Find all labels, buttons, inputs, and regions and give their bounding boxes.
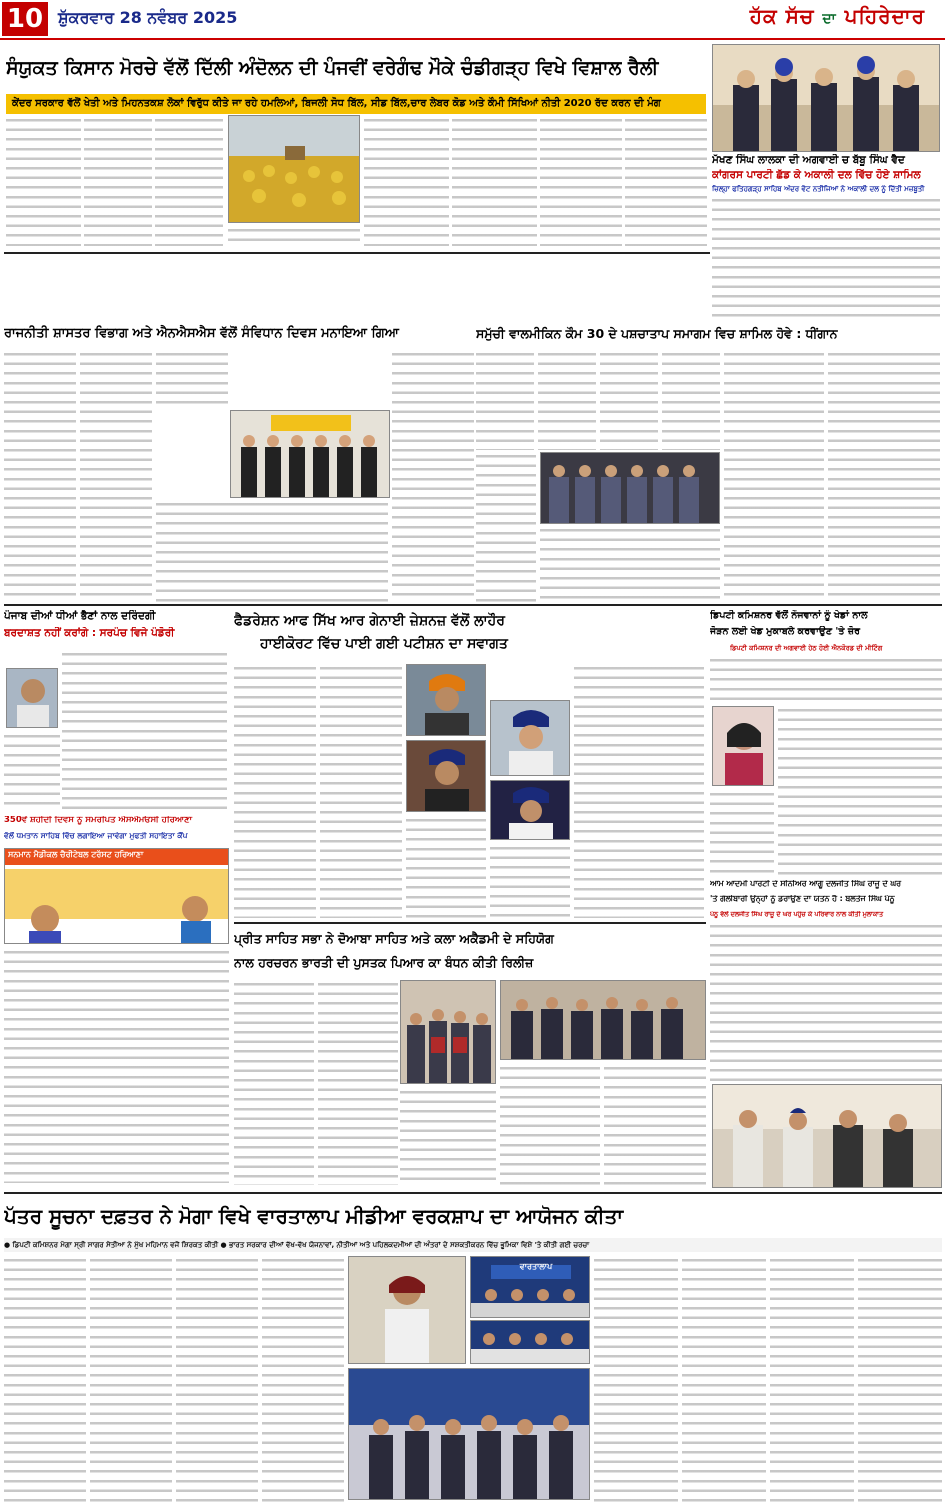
valmiki-text-col7: [724, 350, 824, 602]
patar-text-col2: [90, 1256, 172, 1502]
samvidhan-group-photo: [230, 410, 390, 498]
aap-kicker: ਪੰਨੂ ਵੱਲੋਂ ਦਲਜੀਤ ਸਿੰਘ ਰਾਜੂ ਦੇ ਘਰ ਪਹੁੰਚ ਕੇ ਪਰਿਵਾਰ ਨਾਲ ਕੀਤੀ ਮੁਲਾਕਾਤ: [710, 911, 883, 918]
patar-text-col7: [770, 1256, 854, 1502]
punjab-text-col2: [4, 732, 60, 810]
preet-headline-line1: ਪ੍ਰੀਤ ਸਾਹਿਤ ਸਭਾ ਨੇ ਦੋਆਬਾ ਸਾਹਿਤ ਅਤੇ ਕਲਾ ਅਕੈਡਮੀ ਦੇ ਸਹਿਯੋਗ: [234, 931, 554, 946]
page-number: 10: [2, 2, 48, 36]
book-release-photo: [400, 980, 496, 1084]
samvidhan-headline: ਰਾਜਨੀਤੀ ਸ਼ਾਸਤਰ ਵਿਭਾਗ ਅਤੇ ਐਨਐਸਐਸ ਵੱਲੋਂ ਸੰਵਿਧਾਨ ਦਿਵਸ ਮਨਾਇਆ ਗਿਆ: [4, 326, 399, 341]
main-article-text-col3: [155, 116, 223, 246]
patar-text-col6: [682, 1256, 766, 1502]
rally-crowd-image: [229, 116, 360, 223]
valmiki-headline: ਸਮੁੱਚੀ ਵਾਲਮੀਕਿਨ ਕੌਮ 30 ਦੇ ਪਸ਼ਚਾਤਾਪ ਸਮਾਗਮ ਵਿਚ ਸ਼ਾਮਿਲ ਹੋਵੇ : ਧੀਂਗਾਨ: [476, 326, 838, 341]
sarpanch-photo: [6, 668, 58, 728]
federation-text-col4: [574, 664, 704, 918]
aap-meeting-photo: [712, 1084, 942, 1188]
brand-part3: ਪਹਿਰੇਦਾਰ: [844, 4, 925, 28]
patar-text-col8: [858, 1256, 942, 1502]
workshop-speaker-photo: [348, 1256, 466, 1364]
main-article-text-col2: [84, 116, 152, 246]
main-article-text-col7: [540, 116, 622, 246]
patar-headline: ਪੱਤਰ ਸੂਚਨਾ ਦਫ਼ਤਰ ਨੇ ਮੋਗਾ ਵਿਖੇ ਵਾਰਤਾਲਾਪ ਮੀਡੀਆ ਵਰਕਸ਼ਾਪ ਦਾ ਆਯੋਜਨ ਕੀਤਾ: [4, 1204, 624, 1228]
preet-text-col4: [500, 1064, 600, 1185]
brand-part2: ਦਾ: [822, 11, 837, 27]
350-headline-line2: ਵੱਲੋਂ ਧਮਤਾਨ ਸਾਹਿਬ ਵਿੱਚ ਲਗਾਇਆ ਜਾਵੇਗਾ ਮੁਫਤੀ ਸਹਾਇਤਾ ਕੈਂਪ: [4, 832, 188, 840]
patar-text-col5: [594, 1256, 678, 1502]
federation-speaker2-photo: [406, 740, 486, 812]
main-article-text-col5: [364, 116, 449, 246]
preet-headline-line2: ਨਾਲ ਹਰਚਰਨ ਭਾਰਤੀ ਦੀ ਪੁਸਤਕ ਪਿਆਰ ਕਾ ਬੰਧਨ ਕੀਤੀ ਰਿਲੀਜ਼: [234, 955, 534, 970]
divider-2: [4, 604, 942, 606]
camp-banner-text: ਸਨਮਾਨ ਮੈਡੀਕਲ ਚੈਰੀਟੇਬਲ ਟਰੱਸਟ ਹਰਿਆਣਾ: [8, 850, 144, 859]
valmiki-text-col4: [662, 350, 720, 450]
makhan-headline-line1: ਮੱਖਣ ਸਿੰਘ ਲਾਲਕਾ ਦੀ ਅਗਵਾਈ ਚ ਬੱਬੂ ਸਿੰਘ ਵੈਦ: [712, 154, 905, 166]
samvidhan-text-col2: [80, 350, 152, 602]
punjab-headline-line1: ਪੰਜਾਬ ਦੀਆਂ ਧੀਆਂ ਭੈਣਾਂ ਨਾਲ ਦਰਿੰਦਗੀ: [4, 610, 156, 622]
makhan-kicker: ਜ਼ਿਲ੍ਹਾ ਫਤਿਹਗੜ੍ਹ ਸਾਹਿਬ ਅੰਦਰ ਵੋਟ ਨਤੀਜਿਆਂ ਨੇ ਅਕਾਲੀ ਦਲ ਨੂੰ ਦਿੱਤੀ ਮਜ਼ਬੂਤੀ: [712, 185, 925, 193]
deputy-headline-line2: ਜੋੜਨ ਲਈ ਖੇਡ ਮੁਕਾਬਲੇ ਕਰਵਾਉਣ 'ਤੇ ਜ਼ੋਰ: [710, 626, 861, 637]
main-article-text-col1: [6, 116, 81, 246]
federation-speaker1-photo: [406, 664, 486, 736]
aap-headline-line1: ਆਮ ਆਦਮੀ ਪਾਰਟੀ ਦੇ ਸੀਨੀਅਰ ਆਗੂ ਦਲਜੀਤ ਸਿੰਘ ਰਾਜੂ ਦੇ ਘਰ: [710, 880, 902, 888]
patar-sub2: ਭਾਰਤ ਸਰਕਾਰ ਦੀਆਂ ਵੱਖ-ਵੱਖ ਯੋਜਨਾਵਾਂ, ਨੀਤੀਆਂ ਅਤੇ ਪਹਿਲਕਦਮੀਆਂ ਦੀ ਅੰਤਰਾਂ ਦੇ ਸਸ਼ਕਤੀਕਰਨ ਵਿੱਚ ਭੂਮਿਕਾ ਵਿਸ਼ੇ 'ਤੇ ਕੀਤੀ ਗਈ ਚਰਚਾ: [229, 1241, 590, 1249]
350-text-col1: [4, 948, 229, 1183]
350-headline-line1: 350ਵੇਂ ਸ਼ਹੀਦੀ ਦਿਵਸ ਨੂੰ ਸਮਰਪਿਤ ਐਸਐਮਓਸੀ ਹਰਿਆਣਾ: [4, 816, 193, 825]
preet-text-col3: [400, 1088, 496, 1185]
deputy-text-col1: [710, 656, 942, 704]
punjab-text-col1: [62, 650, 227, 810]
preet-text-col5: [604, 1064, 706, 1185]
patar-text-col4: [262, 1256, 344, 1502]
main-article-text-col6: [452, 116, 537, 246]
samvidhan-text-col5: [156, 500, 388, 602]
valmiki-text-col5: [476, 452, 536, 602]
valmiki-meeting-photo: [540, 452, 720, 524]
vartalap-label: ਵਾਰਤਾਲਾਪ: [519, 1262, 553, 1271]
patar-subhead-bar: [4, 1238, 942, 1252]
issue-date: ਸ਼ੁੱਕਰਵਾਰ 28 ਨਵੰਬਰ 2025: [58, 8, 238, 27]
main-article-text-col8: [625, 116, 707, 246]
punjab-headline-line2: ਬਰਦਾਸ਼ਤ ਨਹੀਂ ਕਰਾਂਗੇ : ਸਰਪੰਚ ਵਿਜੇ ਪੰਡੋਰੀ: [4, 627, 175, 639]
akali-leaders-photo: [712, 44, 940, 152]
valmiki-text-col1: [476, 350, 534, 450]
preet-text-col1: [234, 980, 314, 1185]
deputy-headline-line1: ਡਿਪਟੀ ਕਮਿਸ਼ਨਰ ਵੱਲੋਂ ਨੌਜਵਾਨਾਂ ਨੂੰ ਖੇਡਾਂ ਨਾਲ: [710, 610, 868, 621]
makhan-headline-line2: ਕਾਂਗਰਸ ਪਾਰਟੀ ਛੱਡ ਕੇ ਅਕਾਲੀ ਦਲ ਵਿੱਚ ਹੋਏ ਸ਼ਾਮਿਲ: [712, 169, 921, 181]
federation-text-col3: [406, 816, 486, 918]
federation-text-col2: [320, 664, 402, 918]
preet-text-col2: [318, 980, 398, 1185]
samvidhan-text-col3: [156, 350, 228, 410]
patar-sub-bullet1: ●: [4, 1241, 13, 1249]
deputy-text-col2: [778, 706, 942, 876]
main-article-text-col4: [228, 226, 360, 246]
divider-4: [4, 1192, 942, 1194]
aap-headline-line2: 'ਤੇ ਗੋਲੀਬਾਰੀ ਉਨ੍ਹਾਂ ਨੂੰ ਡਰਾਉਣ ਦਾ ਯਤਨ ਹੈ : ਬਲਤੇਜ ਸਿੰਘ ਪੰਨੂ: [710, 895, 895, 903]
federation-text-col5: [490, 844, 570, 918]
patar-sub1: ਡਿਪਟੀ ਕਮਿਸ਼ਨਰ ਮੋਗਾ ਸ੍ਰੀ ਸਾਗਰ ਸੇਤੀਆ ਨੇ ਮੁੱਖ ਮਹਿਮਾਨ ਵਜੋਂ ਸ਼ਿਰਕਤ ਕੀਤੀ: [12, 1241, 219, 1249]
divider-3: [234, 922, 706, 924]
federation-speaker4-photo: [490, 780, 570, 840]
camp-banner-photo: [4, 848, 229, 944]
book-release-group-photo: [500, 980, 706, 1060]
patar-sub-bullet2: ●: [220, 1241, 230, 1249]
federation-headline-line1: ਫੈਡਰੇਸ਼ਨ ਆਫ ਸਿੱਖ ਆਰ ਗੇਨਾਈ ਜ਼ੇਸ਼ਨਜ਼ ਵੱਲੋਂ ਲਾਹੌਰ: [234, 613, 505, 629]
samvidhan-text-col1: [4, 350, 76, 602]
deputy-text-col3: [710, 790, 774, 876]
patar-text-col1: [4, 1256, 86, 1502]
deputy-commissioner-photo: [712, 706, 774, 786]
makhan-article-text: [712, 196, 940, 321]
valmiki-text-col6: [540, 526, 720, 602]
valmiki-text-col2: [538, 350, 596, 450]
valmiki-text-col8: [828, 350, 940, 602]
newspaper-logo: [750, 4, 925, 28]
samvidhan-text-col4: [392, 350, 474, 602]
main-headline: ਸੰਯੁਕਤ ਕਿਸਾਨ ਮੋਰਚੇ ਵੱਲੋਂ ਦਿੱਲੀ ਅੰਦੋਲਨ ਦੀ ਪੰਜਵੀਂ ਵਰੇਗੰਢ ਮੌਕੇ ਚੰਡੀਗੜ੍ਹ ਵਿਖੇ ਵਿਸ਼ਾਲ ਰੈਲੀ: [6, 57, 659, 79]
federation-headline-line2: ਹਾਈਕੋਰਟ ਵਿੱਚ ਪਾਈ ਗਈ ਪਟੀਸ਼ਨ ਦਾ ਸਵਾਗਤ: [260, 636, 508, 652]
federation-text-col1: [234, 664, 316, 918]
valmiki-text-col3: [600, 350, 658, 450]
workshop-panel-photo: [470, 1320, 590, 1364]
divider-1: [4, 252, 710, 254]
federation-speaker3-photo: [490, 700, 570, 776]
rally-photo: [228, 115, 360, 223]
brand-part1: ਹੱਕ ਸੱਚ: [749, 4, 815, 28]
aap-text: [710, 922, 942, 1082]
deputy-kicker: ਡਿਪਟੀ ਕਮਿਸ਼ਨਰ ਦੀ ਅਗਵਾਈ ਹੇਠ ਹੋਈ ਐਨਕੋਰਡ ਦੀ ਮੀਟਿੰਗ: [730, 644, 883, 652]
main-subhead: ਕੇਂਦਰ ਸਰਕਾਰ ਵੱਲੋਂ ਖੇਤੀ ਅਤੇ ਮਿਹਨਤਕਸ਼ ਲੋਕਾਂ ਵਿਰੁੱਧ ਕੀਤੇ ਜਾ ਰਹੇ ਹਮਲਿਆਂ, ਬਿਜਲੀ ਸੋਧ ਬਿੱਲ, ਸੀਡ ਬਿੱਲ,ਚਾਰ ਲੇਬਰ ਕੋਡ ਅਤੇ ਕੌਮੀ ਸਿੱਖਿਆਂ ਨੀਤੀ 2020 ਰੱਦ ਕਰਨ ਦੀ ਮੰਗ: [6, 94, 706, 114]
workshop-group-photo: [348, 1368, 590, 1500]
patar-text-col3: [176, 1256, 258, 1502]
